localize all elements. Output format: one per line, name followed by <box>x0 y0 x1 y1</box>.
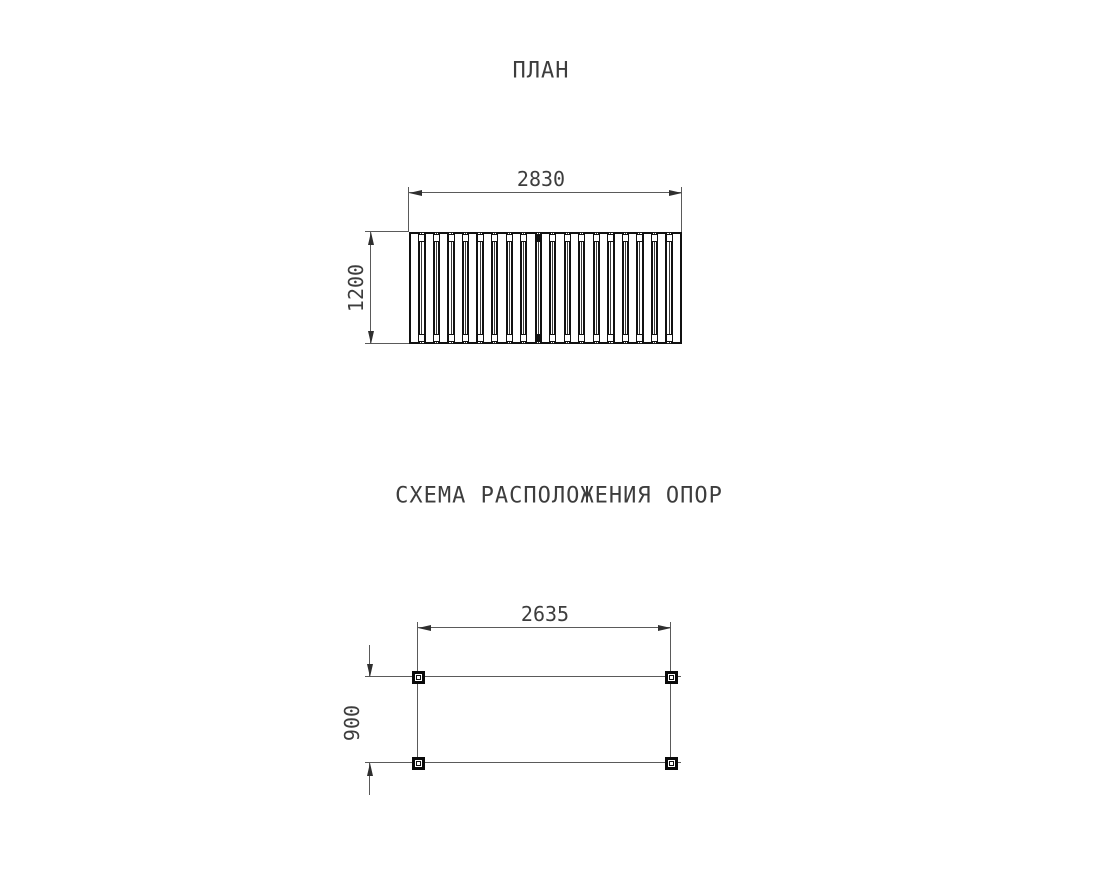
slat-gap-cleat <box>549 234 556 242</box>
support-marker <box>665 671 678 684</box>
bench-slat <box>453 232 464 344</box>
slat-gap-line <box>494 233 495 343</box>
slat-gap-cleat <box>651 334 658 342</box>
scheme-spacing-dimension-label: 2635 <box>520 602 570 626</box>
bench-slat <box>627 232 638 344</box>
slat-gap-cleat <box>491 334 498 342</box>
bench-slat <box>409 232 420 344</box>
scheme-spacing-dimension-line <box>418 627 671 628</box>
slat-gap-cleat <box>448 234 455 242</box>
plan-width-dimension-line <box>370 232 371 344</box>
slat-gap-line <box>451 233 452 343</box>
bench-slat <box>511 232 522 344</box>
slat-gap-cleat <box>607 234 614 242</box>
dimension-arrow <box>409 190 422 196</box>
slat-gap-cleat <box>506 234 513 242</box>
slat-gap-cleat <box>462 234 469 242</box>
dimension-arrow <box>368 331 374 344</box>
bench-slat <box>496 232 507 344</box>
bench-slat <box>467 232 478 344</box>
slat-gap-cleat <box>593 334 600 342</box>
slat-gap-cleat <box>477 234 484 242</box>
bench-slat <box>482 232 493 344</box>
slat-gap-cleat <box>622 334 629 342</box>
slat-gap-cleat <box>448 334 455 342</box>
plan-title: ПЛАН <box>512 58 570 84</box>
slat-gap-cleat <box>549 334 556 342</box>
bench-slat <box>554 232 565 344</box>
plan-length-dimension-line <box>409 192 682 193</box>
dimension-arrow <box>368 232 374 245</box>
bench-slat <box>656 232 667 344</box>
plan-drawing <box>409 232 682 344</box>
slat-gap-cleat <box>578 334 585 342</box>
slat-gap-line <box>669 233 670 343</box>
slat-gap-line <box>610 233 611 343</box>
scheme-title: СХЕМА РАСПОЛОЖЕНИЯ ОПОР <box>395 483 723 509</box>
support-inner-square <box>669 761 674 766</box>
scheme-depth-dimension-label: 900 <box>340 704 364 742</box>
slat-gap-cleat <box>433 234 440 242</box>
slat-gap-line <box>509 233 510 343</box>
dimension-arrow <box>669 190 682 196</box>
support-post-marker <box>535 334 542 342</box>
slat-gap-cleat <box>666 334 673 342</box>
support-marker <box>665 757 678 770</box>
bench-slat <box>583 232 594 344</box>
bench-slat <box>525 232 536 344</box>
slat-gap-cleat <box>564 234 571 242</box>
slat-gap-cleat <box>520 234 527 242</box>
dimension-arrow <box>418 625 431 631</box>
bench-slat <box>540 232 551 344</box>
slat-gap-line <box>596 233 597 343</box>
slat-gap-cleat <box>520 334 527 342</box>
dimension-arrow <box>658 625 671 631</box>
slat-gap-cleat <box>593 234 600 242</box>
slat-gap-line <box>523 233 524 343</box>
support-inner-square <box>416 761 421 766</box>
slat-gap-cleat <box>418 234 425 242</box>
slat-gap-cleat <box>433 334 440 342</box>
slat-gap-cleat <box>564 334 571 342</box>
bench-slat <box>598 232 609 344</box>
slat-gap-line <box>654 233 655 343</box>
dimension-arrow <box>367 664 373 677</box>
support-inner-square <box>416 675 421 680</box>
slat-gap-line <box>552 233 553 343</box>
slat-gap-line <box>639 233 640 343</box>
slat-gap-line <box>465 233 466 343</box>
slat-gap-cleat <box>462 334 469 342</box>
slat-gap-cleat <box>636 234 643 242</box>
bench-slat <box>569 232 580 344</box>
slat-gap-cleat <box>651 234 658 242</box>
slat-gap-cleat <box>666 234 673 242</box>
plan-width-dimension-label: 1200 <box>344 263 368 313</box>
plan-length-dimension-label: 2830 <box>516 167 566 191</box>
scheme-left-vertical-line <box>417 622 418 770</box>
bench-slat <box>642 232 653 344</box>
bench-slat <box>424 232 435 344</box>
bench-slat <box>438 232 449 344</box>
slat-gap-line <box>436 233 437 343</box>
support-marker <box>412 671 425 684</box>
slat-gap-cleat <box>491 234 498 242</box>
slat-gap-cleat <box>578 234 585 242</box>
support-inner-square <box>669 675 674 680</box>
slat-gap-cleat <box>506 334 513 342</box>
bench-slat <box>613 232 624 344</box>
scheme-right-vertical-line <box>670 622 671 770</box>
slat-gap-cleat <box>477 334 484 342</box>
bench-slat <box>671 232 682 344</box>
dimension-arrow <box>367 763 373 776</box>
slat-gap-line <box>581 233 582 343</box>
slat-gap-cleat <box>622 234 629 242</box>
support-post-marker <box>535 234 542 242</box>
slat-gap-line <box>480 233 481 343</box>
support-marker <box>412 757 425 770</box>
slat-gap-cleat <box>636 334 643 342</box>
slat-gap-line <box>567 233 568 343</box>
slat-gap-line <box>421 233 422 343</box>
slat-gap-line <box>538 233 539 343</box>
slat-gap-cleat <box>418 334 425 342</box>
slat-gap-cleat <box>607 334 614 342</box>
slat-gap-line <box>625 233 626 343</box>
